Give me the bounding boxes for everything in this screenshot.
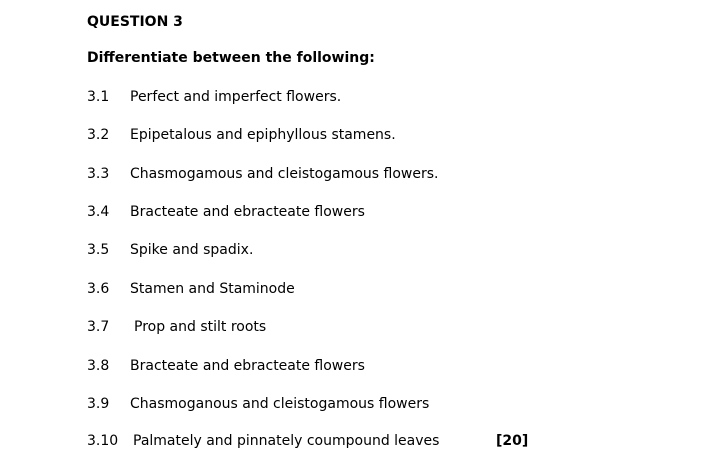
item-number: 3.10 [87,433,119,449]
item-number: 3.4 [87,204,110,220]
question-instruction: Differentiate between the following: [87,50,375,66]
item-text: Spike and spadix. [130,242,254,258]
total-marks: [20] [496,433,529,449]
item-number: 3.9 [87,396,110,412]
item-number: 3.1 [87,89,110,105]
item-text: Perfect and imperfect flowers. [130,89,342,105]
item-number: 3.6 [87,281,110,297]
question-title: QUESTION 3 [87,14,183,30]
item-text: Stamen and Staminode [130,281,295,297]
item-text: Chasmoganous and cleistogamous flowers [130,396,430,412]
item-number: 3.3 [87,166,110,182]
item-text: Bracteate and ebracteate flowers [130,358,365,374]
item-text: Palmately and pinnately coumpound leaves [133,433,440,449]
item-number: 3.8 [87,358,110,374]
item-text: Chasmogamous and cleistogamous flowers. [130,166,439,182]
item-text: Epipetalous and epiphyllous stamens. [130,127,396,143]
item-text: Bracteate and ebracteate flowers [130,204,365,220]
item-number: 3.7 [87,319,110,335]
item-number: 3.2 [87,127,110,143]
item-text: Prop and stilt roots [134,319,267,335]
item-number: 3.5 [87,242,110,258]
